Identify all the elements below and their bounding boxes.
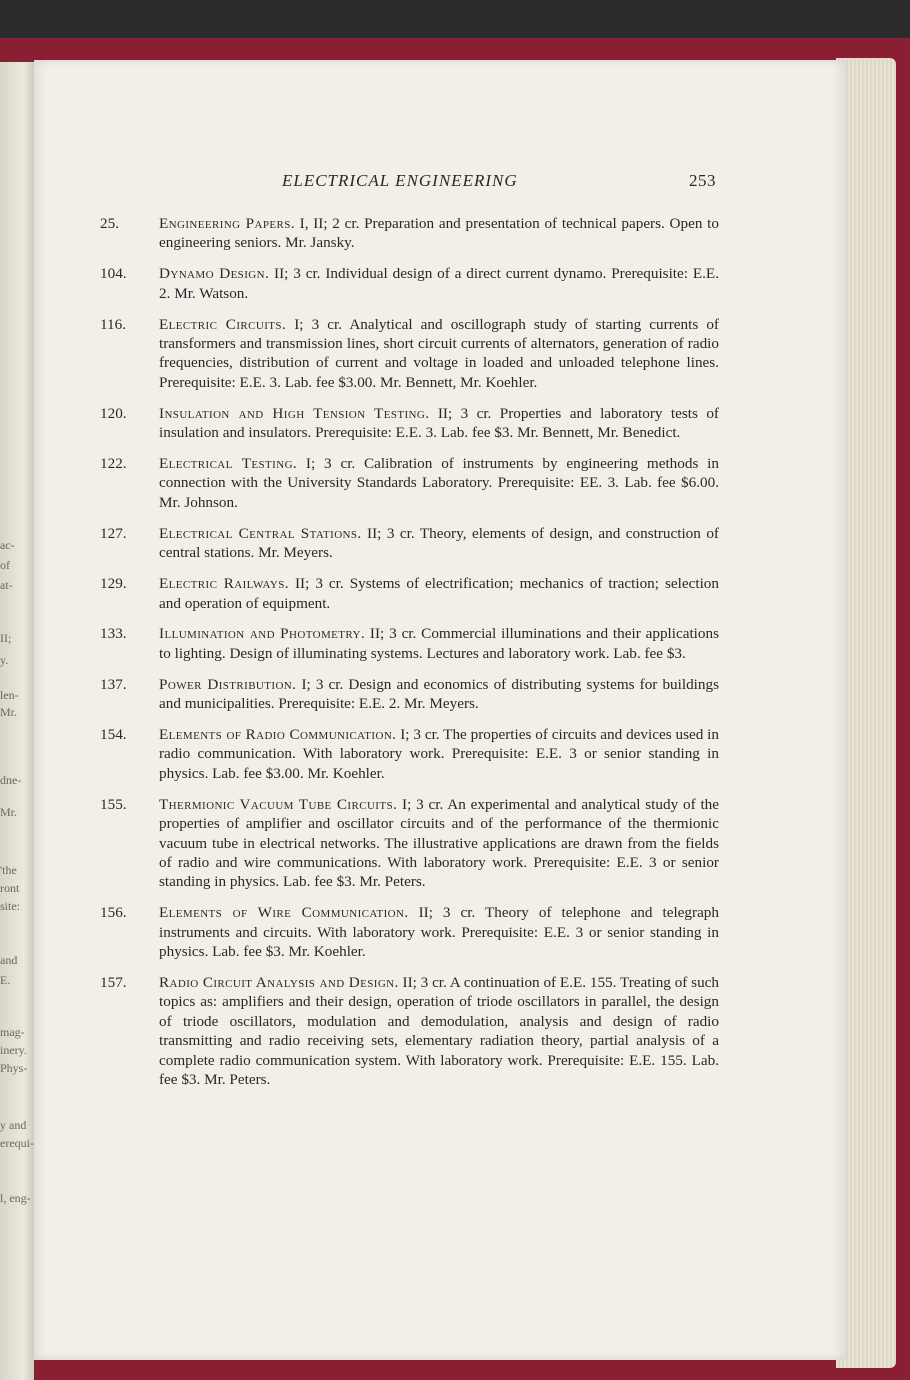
course-title: Thermionic Vacuum Tube Circuits. (159, 795, 398, 813)
course-number: 122. (100, 455, 127, 473)
course-title: Electrical Testing. (159, 455, 298, 473)
course-entry (34, 725, 846, 783)
course-list (34, 214, 846, 1101)
course-title: Power Distribution. (159, 675, 297, 693)
course-entry (34, 624, 846, 663)
course-entry (34, 973, 846, 1089)
course-number: 25. (100, 215, 119, 232)
course-number: 154. (100, 726, 127, 744)
course-entry (34, 524, 846, 563)
edge-fragment: dne- (0, 773, 22, 787)
course-number: 137. (100, 675, 127, 693)
course-description (159, 214, 719, 253)
course-text: I, II; 2 cr. Preparation and presentation of technical papers. Open to engineering seniors. Mr. Jansky. (159, 215, 719, 252)
edge-fragment: E. (0, 973, 11, 987)
edge-fragment: inery. (0, 1043, 27, 1057)
page-header (34, 171, 846, 195)
course-number: 129. (100, 575, 127, 593)
edge-fragment: Mr. (0, 705, 18, 719)
course-text: II; 3 cr. A continuation of E.E. 155. Treating of such topics as: amplifiers and their design, operation of triode oscillators in parallel, the design of triode oscillators, modulation and demodulation, analysis and design of radio transmitting and radio receiving sets, elementary radiation theory, partial analysis of a complete radio communication system. With laboratory work. Prerequisite: E.E. 155. Lab. fee $3. Mr. Peters. (159, 974, 719, 1089)
course-description (159, 404, 719, 443)
edge-fragment: 'the (0, 863, 17, 877)
course-title: Insulation and High Tension Testing. (159, 404, 430, 422)
edge-fragment: at- (0, 578, 13, 592)
edge-fragment: ac- (0, 538, 15, 552)
course-number: 133. (100, 625, 127, 643)
course-description (159, 264, 719, 303)
edge-fragment: of (0, 558, 10, 572)
course-description (159, 973, 719, 1089)
course-title: Elements of Wire Communication. (159, 904, 409, 922)
edge-fragment: y. (0, 653, 9, 667)
course-number: 156. (100, 904, 127, 922)
edge-fragment: erequi- (0, 1136, 34, 1150)
course-number: 157. (100, 974, 127, 991)
edge-fragment: mag- (0, 1025, 25, 1039)
edge-fragment: Mr. (0, 805, 18, 819)
course-entry (34, 264, 846, 303)
course-description (159, 524, 719, 563)
course-number: 116. (100, 315, 127, 333)
edge-fragment: and (0, 953, 18, 967)
course-entry (34, 574, 846, 613)
course-number: 104. (100, 265, 127, 283)
course-entry (34, 795, 846, 892)
course-entry (34, 454, 846, 512)
course-title: Electrical Central Stations. (159, 524, 362, 542)
course-number: 155. (100, 795, 127, 813)
course-title: Dynamo Design. (159, 265, 270, 283)
course-entry (34, 404, 846, 443)
course-number: 127. (100, 524, 127, 542)
course-number: 120. (100, 404, 127, 422)
left-page-edge (0, 62, 34, 1380)
edge-fragment: ront (0, 881, 20, 895)
running-head: ELECTRICAL ENGINEERING (282, 171, 518, 190)
course-entry (34, 903, 846, 961)
course-description (159, 675, 719, 714)
course-text: I; 3 cr. Design and economics of distributing systems for buildings and municipalities. Prerequisite: E.E. 2. Mr. Meyers. (159, 675, 719, 713)
course-text: I; 3 cr. Calibration of instruments by engineering methods in connection with the University Standards Laboratory. Prerequisite: EE. 3. Lab. fee $6.00. Mr. Johnson. (159, 455, 719, 511)
course-description (159, 315, 719, 393)
course-text: II; 3 cr. Systems of electrification; mechanics of traction; selection and operation of equipment. (159, 575, 719, 612)
course-description (159, 574, 719, 613)
course-description (159, 725, 719, 783)
course-title: Electric Railways. (159, 575, 289, 593)
edge-fragment: site: (0, 899, 20, 913)
edge-fragment: Phys- (0, 1061, 28, 1075)
page-number: 253 (689, 171, 716, 190)
course-description (159, 903, 719, 961)
edge-fragment: l, eng- (0, 1191, 31, 1205)
course-title: Engineering Papers. (159, 215, 295, 232)
course-text: I; 3 cr. An experimental and analytical study of the properties of amplifier and oscillator circuits and of the performance of the thermionic vacuum tube in electrical networks. The illustrative applications are drawn from the fields of radio and wire communications. With laboratory work. Prerequisite: E.E. 3 or senior standing in physics. Lab. fee $3. Mr. Peters. (159, 795, 720, 891)
course-entry (34, 214, 846, 253)
course-text: II; 3 cr. Commercial illuminations and their applications to lighting. Design of illuminating systems. Lectures and laboratory work. Lab. fee $3. (159, 625, 719, 662)
course-description (159, 454, 719, 512)
course-entry (34, 315, 846, 393)
course-text: II; 3 cr. Theory of telephone and telegraph instruments and circuits. With laboratory work. Prerequisite: E.E. 3 or senior standing in physics. Lab. fee $3. Mr. Koehler. (159, 904, 719, 961)
course-title: Radio Circuit Analysis and Design. (159, 974, 399, 991)
course-description (159, 795, 719, 892)
course-text: I; 3 cr. Analytical and oscillograph study of starting currents of transformers and transmission lines, short circuit currents of alternators, generation of radio frequencies, distribution of current and voltage in loaded and unloaded telephone lines. Prerequisite: E.E. 3. Lab. fee $3.00. Mr. Bennett, Mr. Koehler. (159, 315, 719, 391)
course-title: Elements of Radio Communication. (159, 726, 397, 744)
course-description (159, 624, 719, 663)
course-text: II; 3 cr. Theory, elements of design, and construction of central stations. Mr. Meyers. (159, 524, 719, 562)
edge-fragment: II; (0, 631, 12, 645)
course-text: II; 3 cr. Individual design of a direct current dynamo. Prerequisite: E.E. 2. Mr. Watson. (159, 265, 719, 302)
edge-fragment: y and (0, 1118, 27, 1132)
course-title: Electric Circuits. (159, 315, 287, 333)
edge-fragment: len- (0, 688, 19, 702)
course-entry (34, 675, 846, 714)
course-title: Illumination and Photometry. (159, 625, 366, 643)
course-text: II; 3 cr. Properties and laboratory tests of insulation and insulators. Prerequisite: E.E. 3. Lab. fee $3. Mr. Bennett, Mr. Benedict. (159, 404, 719, 442)
book-page (34, 60, 846, 1360)
course-text: I; 3 cr. The properties of circuits and devices used in radio communication. With laboratory work. Prerequisite: E.E. 3 or senior standing in physics. Lab. fee $3.00. Mr. Koehler. (159, 726, 719, 782)
